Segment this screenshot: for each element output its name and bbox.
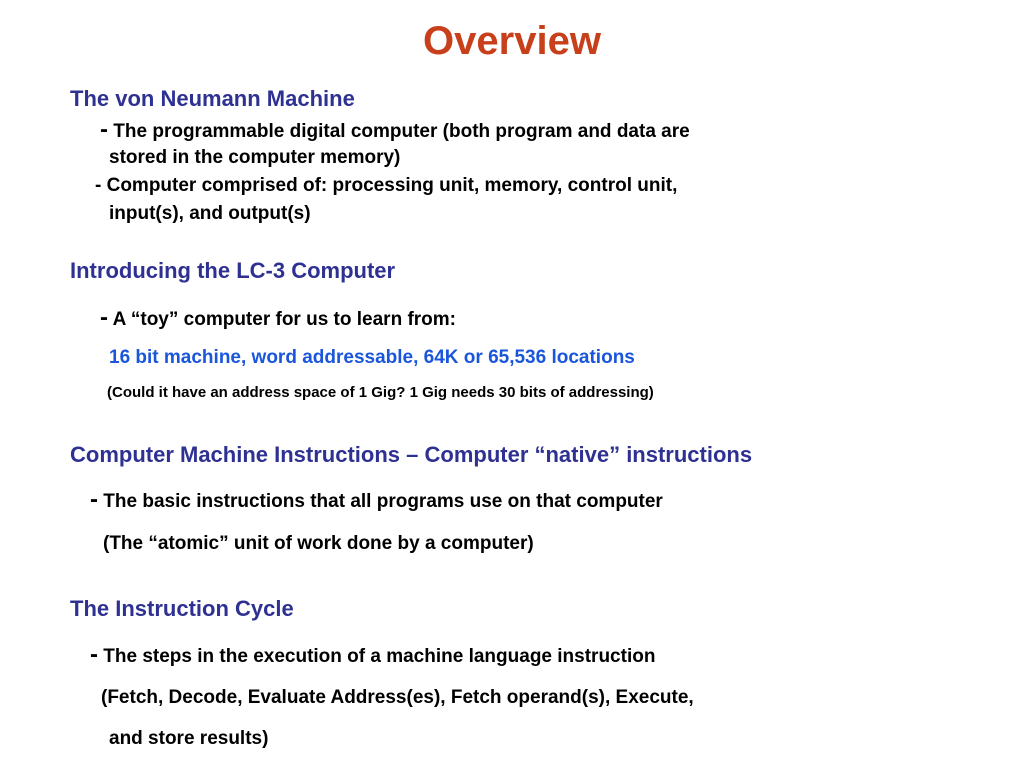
bullet-line [100,118,690,144]
bullet-continuation: stored in the computer memory) [109,147,401,168]
bullet-dash: - [100,116,108,143]
bullet-continuation: (Fetch, Decode, Evaluate Address(es), Fetch operand(s), Execute, [101,687,694,708]
bullet-text: The steps in the execution of a machine language instruction [103,646,656,667]
bullet-continuation: and store results) [109,728,269,749]
bullet-text: A “toy” computer for us to learn from: [112,309,457,330]
bullet-text: The programmable digital computer (both program and data are [113,121,690,142]
bullet-continuation: (The “atomic” unit of work done by a computer) [103,533,534,554]
section-heading-von-neumann: The von Neumann Machine [70,86,355,111]
bullet-line [90,643,655,669]
bullet-line [100,306,456,332]
bullet-line: - Computer comprised of: processing unit, memory, control unit, [95,175,678,196]
slide-title: Overview [423,19,601,63]
bullet-line [90,488,663,514]
bullet-dash: - [100,304,108,331]
bullet-continuation: input(s), and output(s) [109,203,311,224]
note-line: (Could it have an address space of 1 Gig? 1 Gig needs 30 bits of addressing) [107,384,654,401]
bullet-dash: - [90,641,98,668]
section-heading-machine-instructions: Computer Machine Instructions – Computer “native” instructions [70,442,753,467]
section-heading-lc3: Introducing the LC-3 Computer [70,258,396,283]
section-heading-instruction-cycle: The Instruction Cycle [70,596,294,621]
bullet-dash: - [90,486,98,513]
bullet-text: The basic instructions that all programs use on that computer [103,491,663,512]
highlight-line: 16 bit machine, word addressable, 64K or 65,536 locations [109,347,635,368]
